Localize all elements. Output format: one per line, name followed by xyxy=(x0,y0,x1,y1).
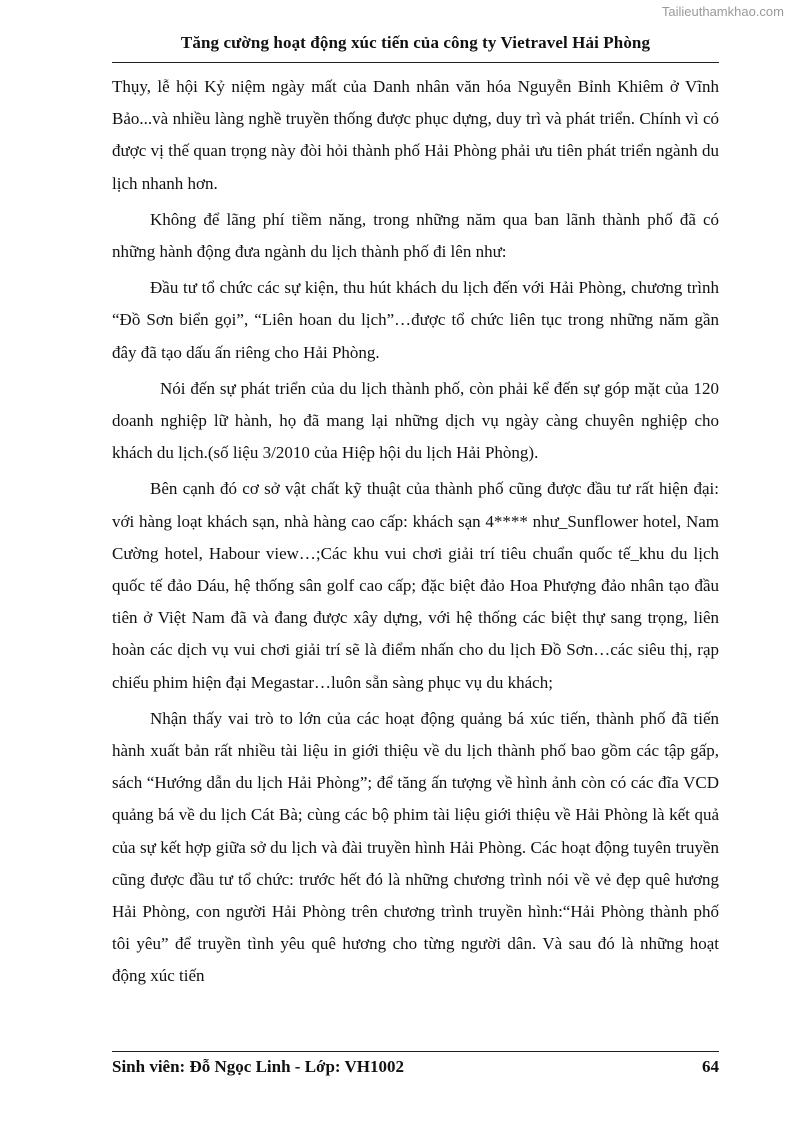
body-text xyxy=(112,71,719,997)
student-info: Sinh viên: Đỗ Ngọc Linh - Lớp: VH1002 xyxy=(112,1057,405,1076)
watermark: Tailieuthamkhao.com xyxy=(661,4,784,19)
running-header-title: Tăng cường hoạt động xúc tiến của công ty Vietravel Hải Phòng xyxy=(180,33,651,52)
page-number: 64 xyxy=(702,1057,719,1076)
paragraph: Đầu tư tổ chức các sự kiện, thu hút khách du lịch đến với Hải Phòng, chương trình “Đồ Sơn biển gọi”, “Liên hoan du lịch”…được tổ chức liên tục trong những năm gần đây đã tạo dấu ấn riêng cho Hải Phòng. xyxy=(112,278,719,362)
header-divider xyxy=(112,62,719,63)
footer-divider xyxy=(112,1051,719,1052)
paragraph: Nhận thấy vai trò to lớn của các hoạt động quảng bá xúc tiến, thành phố đã tiến hành xuất bản rất nhiều tài liệu in giới thiệu về du lịch thành phố bao gồm các tập gấp, sách “Hướng dẫn du lịch Hải Phòng”; để tăng ấn tượng về hình ảnh còn có các đĩa VCD quảng bá về du lịch Cát Bà; cùng các bộ phim tài liệu giới thiệu về Hải Phòng là kết quả của sự kết hợp giữa sở du lịch và đài truyền hình Hải Phòng. Các hoạt động tuyên truyền cũng được đầu tư tổ chức: trước hết đó là những chương trình nói về vẻ đẹp quê hương Hải Phòng, con người Hải Phòng trên chương trình truyền hình:“Hải Phòng thành phố tôi yêu” để truyền tình yêu quê hương cho từng người dân. Và sau đó là những hoạt động xúc tiến xyxy=(112,708,719,986)
paragraph-continuation: Thụy, lễ hội Kỷ niệm ngày mất của Danh nhân văn hóa Nguyễn Bỉnh Khiêm ở Vĩnh Bảo...và nhiều làng nghề truyền thống được phục dựng, duy trì và phát triển. Chính vì có được vị thế quan trọng này đòi hỏi thành phố Hải Phòng phải ưu tiên phát triển ngành du lịch nhanh hơn. xyxy=(112,77,719,193)
paragraph: Không để lãng phí tiềm năng, trong những năm qua ban lãnh thành phố đã có những hành động đưa ngành du lịch thành phố đi lên như: xyxy=(112,209,719,262)
paragraph: Nói đến sự phát triển của du lịch thành phố, còn phải kể đến sự góp mặt của 120 doanh nghiệp lữ hành, họ đã mang lại những dịch vụ ngày càng chuyên nghiệp cho khách du lịch.(số liệu 3/2010 của Hiệp hội du lịch Hải Phòng). xyxy=(112,378,719,463)
paragraph: Bên cạnh đó cơ sở vật chất kỹ thuật của thành phố cũng được đầu tư rất hiện đại: với hàng loạt khách sạn, nhà hàng cao cấp: khách sạn 4**** như_Sunflower hotel, Nam Cường hotel, Habour view…;Các khu vui chơi giải trí tiêu chuẩn quốc tế_khu du lịch quốc tế đảo Dáu, hệ thống sân golf cao cấp; đặc biệt đảo Hoa Phượng đảo nhân tạo đầu tiên ở Việt Nam đã và đang được xây dựng, với hệ thống các biệt thự sang trọng, liên hoàn các dịch vụ vui chơi giải trí sẽ là điểm nhấn cho du lịch Đồ Sơn…các siêu thị, rạp chiếu phim hiện đại Megastar…luôn sẵn sàng phục vụ du khách; xyxy=(112,479,719,692)
